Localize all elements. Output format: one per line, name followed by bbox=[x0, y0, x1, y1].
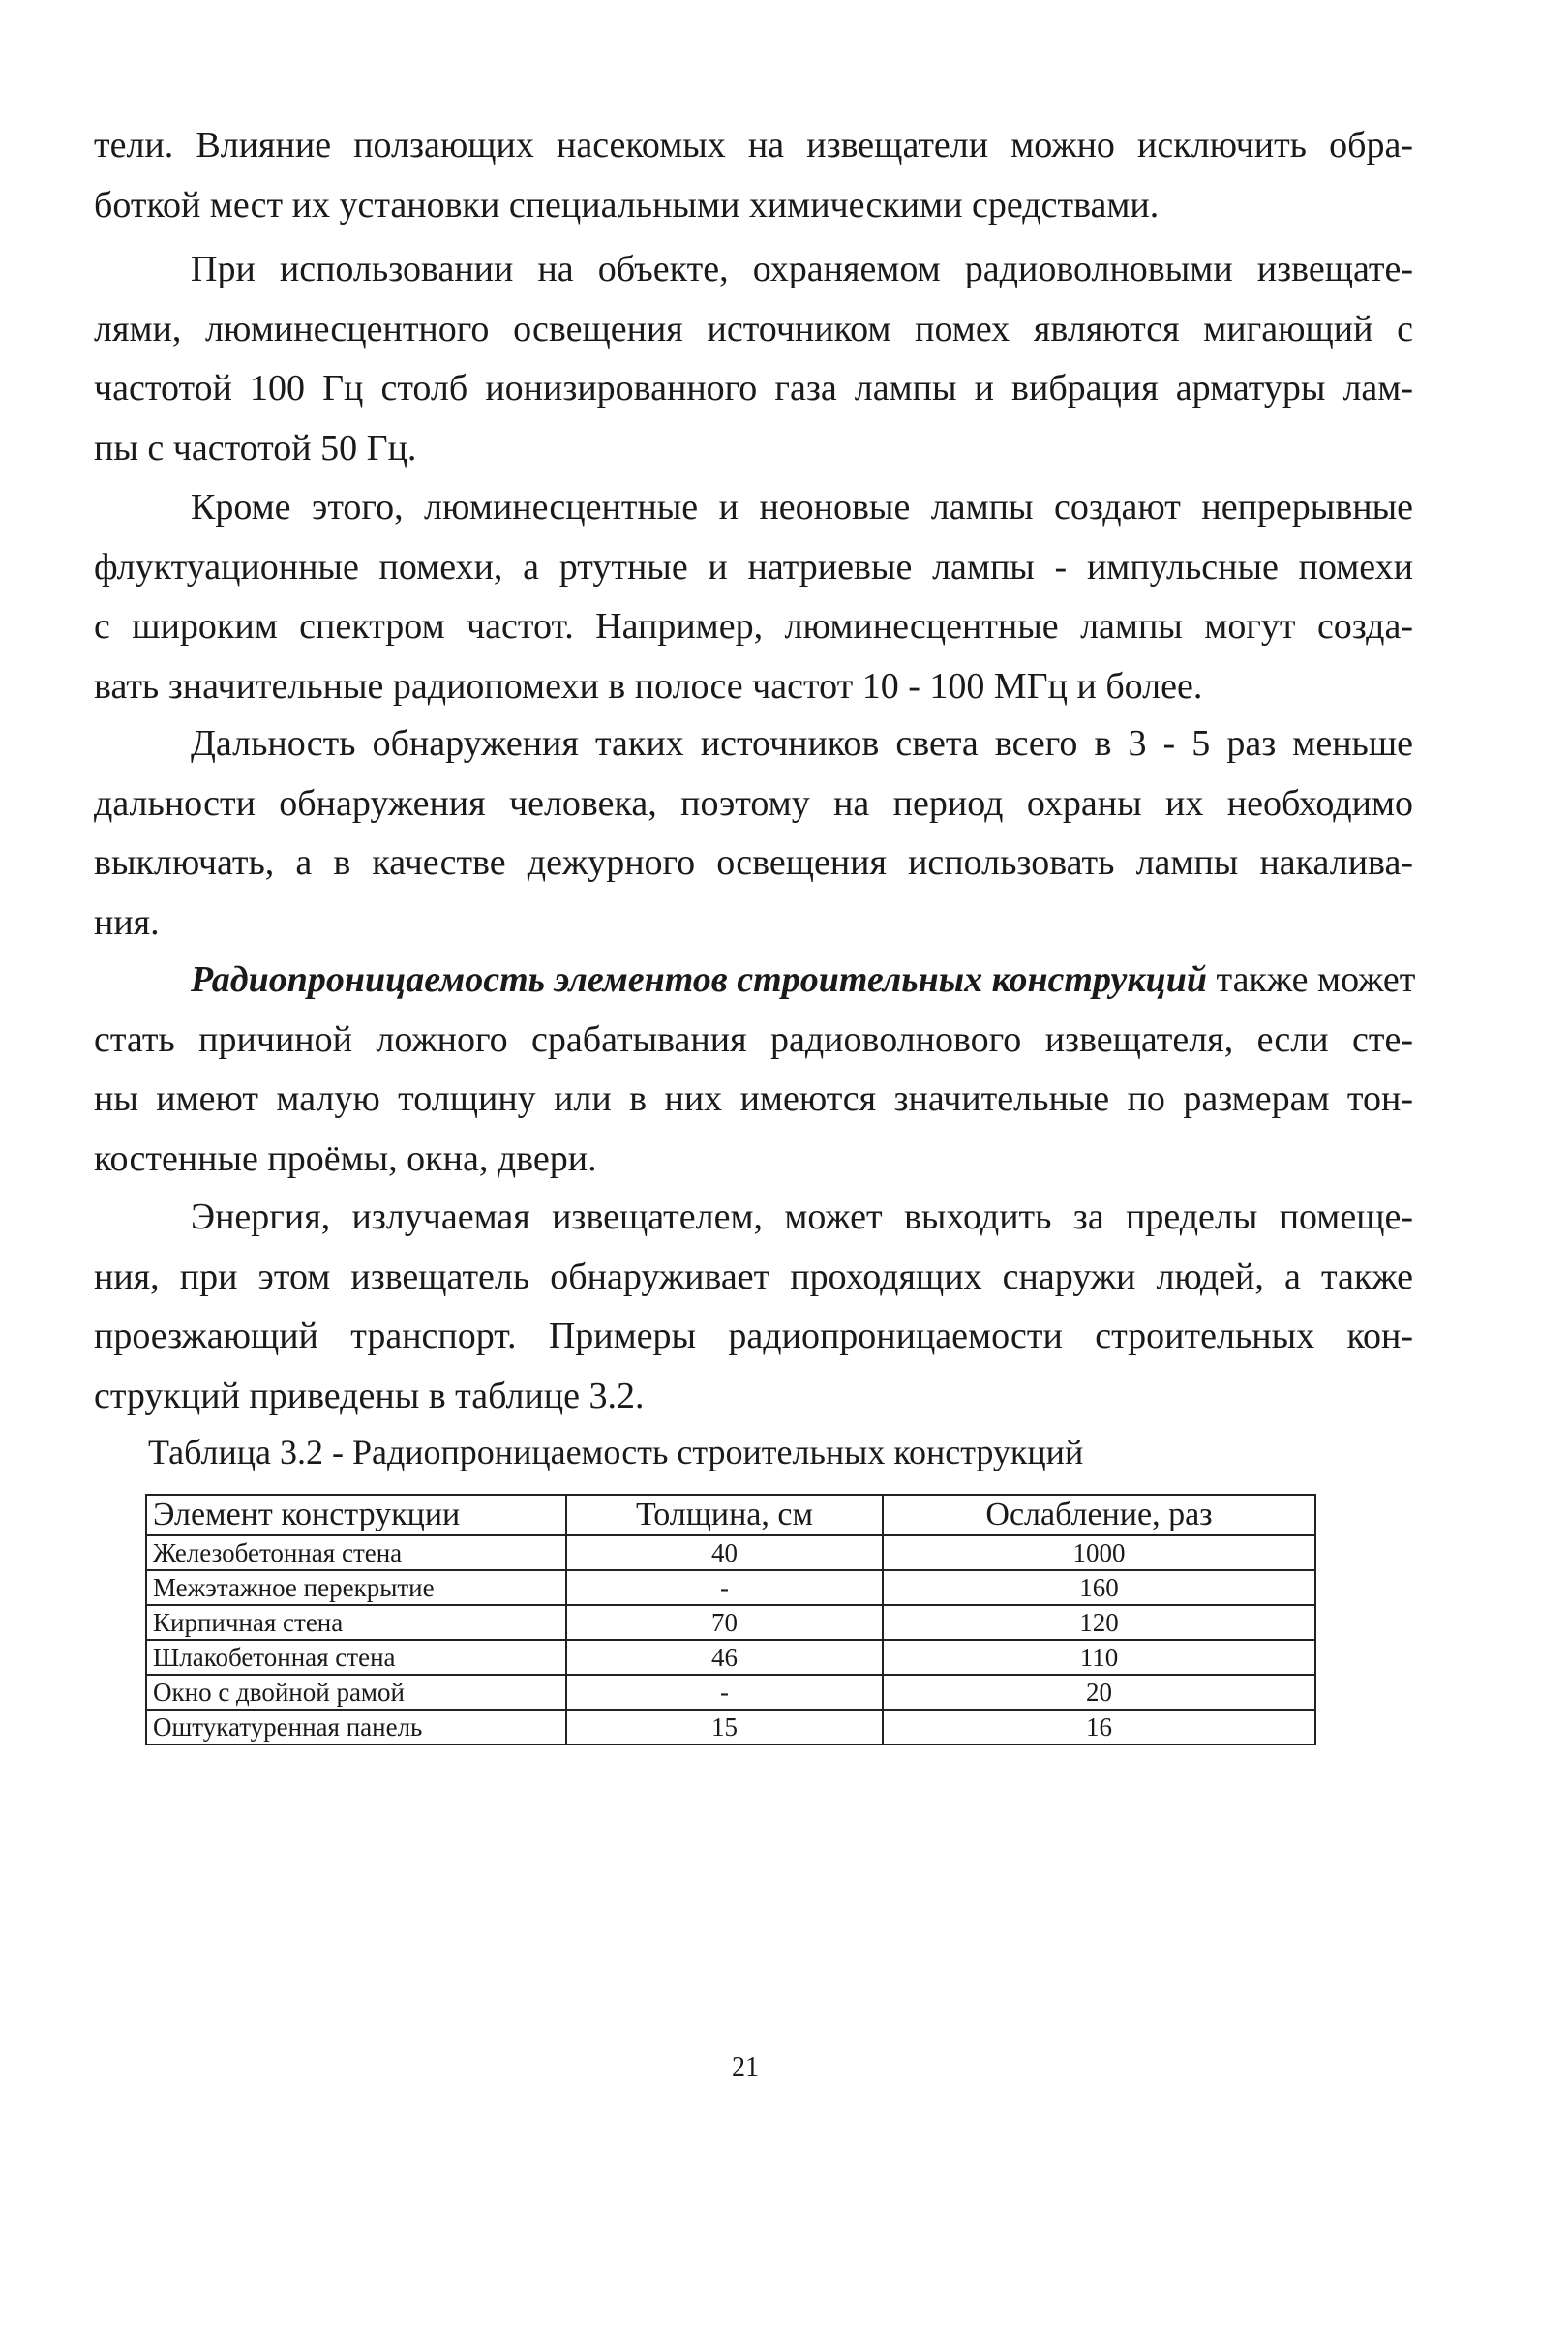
text-line: выключать, а в качестве дежурного освещения использовать лампы накалива- bbox=[94, 842, 1413, 883]
table-cell: 1000 bbox=[883, 1535, 1315, 1570]
table-caption: Таблица 3.2 - Радиопроницаемость строительных конструкций bbox=[148, 1433, 1084, 1471]
table-header-row bbox=[146, 1495, 1315, 1535]
emphasized-term: Радиопроницаемость элементов строительных конструкций bbox=[191, 959, 1207, 1000]
table-cell: 40 bbox=[566, 1535, 883, 1570]
table-row bbox=[146, 1535, 1315, 1570]
text-line: тели. Влияние ползающих насекомых на извещатели можно исключить обра- bbox=[94, 125, 1413, 166]
paragraph-6 bbox=[94, 1188, 1413, 1426]
page-number: 21 bbox=[732, 2052, 759, 2082]
text-line: частотой 100 Гц столб ионизированного газа лампы и вибрация арматуры лам- bbox=[94, 368, 1413, 409]
table-row bbox=[146, 1605, 1315, 1640]
text-line: вать значительные радиопомехи в полосе частот 10 - 100 МГц и более. bbox=[94, 665, 1203, 707]
text-line: струкций приведены в таблице 3.2. bbox=[94, 1375, 645, 1416]
table-row bbox=[146, 1640, 1315, 1675]
text-line: костенные проёмы, окна, двери. bbox=[94, 1137, 597, 1179]
table-cell: Окно с двойной рамой bbox=[146, 1675, 566, 1710]
column-header: Толщина, см bbox=[566, 1495, 883, 1535]
paragraph-2 bbox=[94, 240, 1413, 478]
table-cell: 160 bbox=[883, 1570, 1315, 1605]
table-cell: 110 bbox=[883, 1640, 1315, 1675]
table-cell: 16 bbox=[883, 1710, 1315, 1744]
table-cell: Железобетонная стена bbox=[146, 1535, 566, 1570]
table-cell: - bbox=[566, 1570, 883, 1605]
table-cell: Оштукатуренная панель bbox=[146, 1710, 566, 1744]
text-line bbox=[94, 951, 1416, 1011]
text-line: Кроме этого, люминесцентные и неоновые лампы создают непрерывные bbox=[191, 487, 1413, 528]
column-header: Ослабление, раз bbox=[883, 1495, 1315, 1535]
text-line: проезжающий транспорт. Примеры радиопроницаемости строительных кон- bbox=[94, 1316, 1413, 1356]
text-line: ния, при этом извещатель обнаруживает проходящих снаружи людей, а также bbox=[94, 1256, 1413, 1297]
text-line: флуктуационные помехи, а ртутные и натриевые лампы - импульсные помехи bbox=[94, 546, 1413, 588]
paragraph-5 bbox=[94, 951, 1416, 1189]
table-row bbox=[146, 1675, 1315, 1710]
text-line: ны имеют малую толщину или в них имеются значительные по размерам тон- bbox=[94, 1078, 1413, 1119]
table-cell: 120 bbox=[883, 1605, 1315, 1640]
paragraph-3 bbox=[94, 478, 1413, 716]
table-cell: Шлакобетонная стена bbox=[146, 1640, 566, 1675]
table-row bbox=[146, 1710, 1315, 1744]
table-cell: 70 bbox=[566, 1605, 883, 1640]
paragraph-1 bbox=[94, 116, 1413, 235]
table-cell: 15 bbox=[566, 1710, 883, 1744]
paragraph-4 bbox=[94, 714, 1413, 953]
text-line: дальности обнаружения человека, поэтому на период охраны их необходимо bbox=[94, 782, 1413, 824]
text-line: стать причиной ложного срабатывания радиоволнового извещателя, если сте- bbox=[94, 1018, 1413, 1060]
text-line: Энергия, излучаемая извещателем, может выходить за пределы помеще- bbox=[191, 1197, 1413, 1237]
text-line: с широким спектром частот. Например, люминесцентные лампы могут созда- bbox=[94, 606, 1413, 647]
data-table bbox=[145, 1494, 1316, 1745]
text-line: пы с частотой 50 Гц. bbox=[94, 427, 417, 469]
text-line: боткой мест их установки специальными химическими средствами. bbox=[94, 184, 1160, 226]
table-cell: 46 bbox=[566, 1640, 883, 1675]
text-line: ния. bbox=[94, 901, 160, 943]
table-row bbox=[146, 1570, 1315, 1605]
table-cell: Межэтажное перекрытие bbox=[146, 1570, 566, 1605]
text-line: лями, люминесцентного освещения источником помех являются мигающий с bbox=[94, 308, 1413, 349]
column-header: Элемент конструкции bbox=[146, 1495, 566, 1535]
table-cell: - bbox=[566, 1675, 883, 1710]
text-fragment: также может bbox=[1207, 959, 1416, 1000]
table-cell: Кирпичная стена bbox=[146, 1605, 566, 1640]
text-line: Дальность обнаружения таких источников света всего в 3 - 5 раз меньше bbox=[191, 723, 1413, 764]
text-line: При использовании на объекте, охраняемом радиоволновыми извещате- bbox=[191, 249, 1413, 289]
table-cell: 20 bbox=[883, 1675, 1315, 1710]
